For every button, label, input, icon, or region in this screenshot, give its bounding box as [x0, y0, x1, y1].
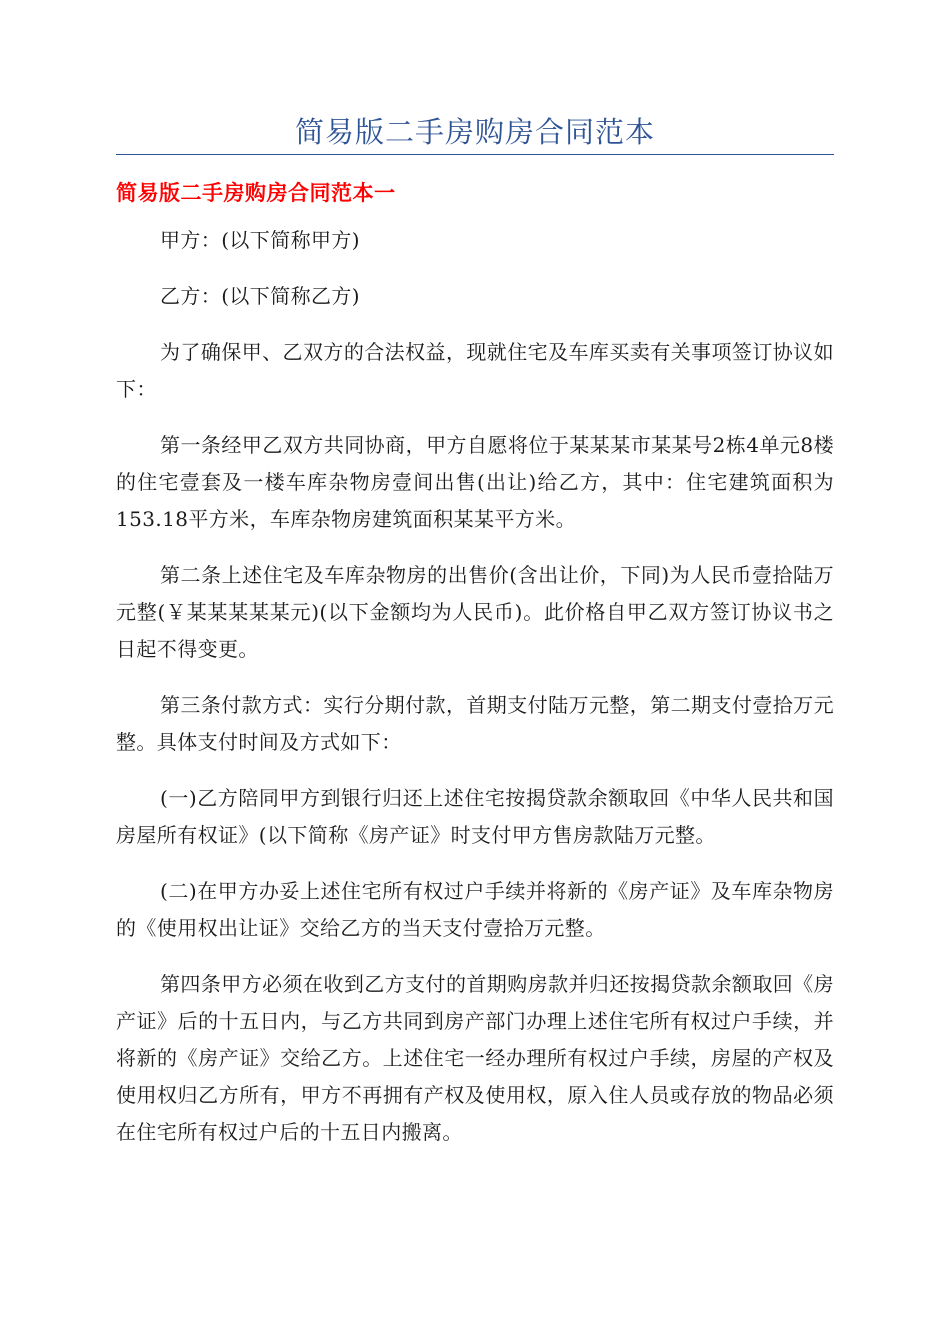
- article-3-item-1-paragraph: (一)乙方陪同甲方到银行归还上述住宅按揭贷款余额取回《中华人民共和国房屋所有权证》(以下简称《房产证》时支付甲方售房款陆万元整。: [116, 786, 834, 847]
- article-3-item-2-paragraph: (二)在甲方办妥上述住宅所有权过户手续并将新的《房产证》及车库杂物房的《使用权出让证》交给乙方的当天支付壹拾万元整。: [116, 879, 834, 940]
- preamble-paragraph: 为了确保甲、乙双方的合法权益，现就住宅及车库买卖有关事项签订协议如下：: [116, 340, 834, 401]
- title-underline: [116, 154, 834, 155]
- article-3-paragraph: 第三条付款方式：实行分期付款，首期支付陆万元整，第二期支付壹拾万元整。具体支付时间及方式如下：: [116, 693, 834, 754]
- article-1-paragraph: 第一条经甲乙双方共同协商，甲方自愿将位于某某某市某某号2栋4单元8楼的住宅壹套及一楼车库杂物房壹间出售(出让)给乙方，其中：住宅建筑面积为153.18平方米，车库杂物房建筑面积某某平方米。: [116, 433, 834, 531]
- document-title: 简易版二手房购房合同范本: [294, 115, 655, 149]
- body-text: [116, 222, 834, 1170]
- article-4-paragraph: 第四条甲方必须在收到乙方支付的首期购房款并归还按揭贷款余额取回《房产证》后的十五日内，与乙方共同到房产部门办理上述住宅所有权过户手续，并将新的《房产证》交给乙方。上述住宅一经办理所有权过户手续，房屋的产权及使用权归乙方所有，甲方不再拥有产权及使用权，原入住人员或存放的物品必须在住宅所有权过户后的十五日内搬离。: [116, 972, 834, 1144]
- section-heading: 简易版二手房购房合同范本一: [116, 181, 396, 205]
- article-2-paragraph: 第二条上述住宅及车库杂物房的出售价(含出让价，下同)为人民币壹拾陆万元整(￥某某某某某元)(以下金额均为人民币)。此价格自甲乙双方签订协议书之日起不得变更。: [116, 563, 834, 661]
- party-b-line: 乙方：(以下简称乙方): [160, 284, 361, 308]
- party-a-line: 甲方：(以下简称甲方): [160, 228, 361, 252]
